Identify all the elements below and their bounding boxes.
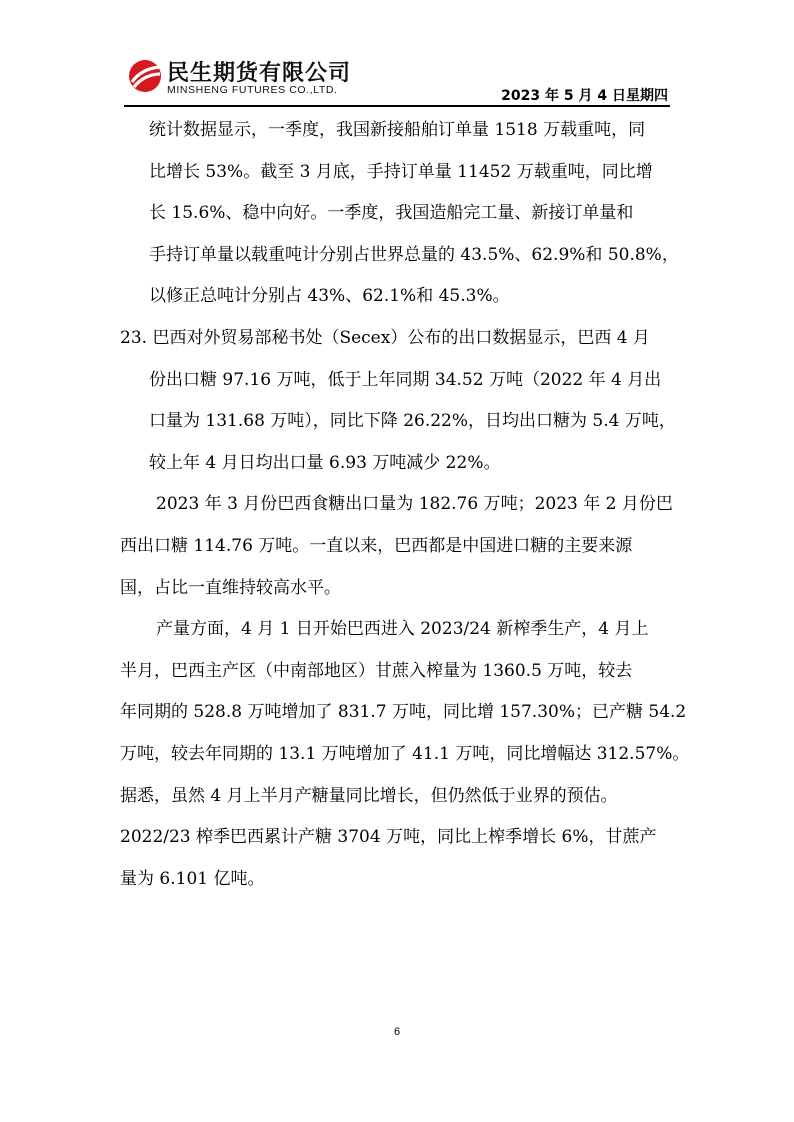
text-line: 量为 6.101 亿吨。	[120, 868, 265, 889]
text-line: 万吨，较去年同期的 13.1 万吨增加了 41.1 万吨，同比增幅达 312.57%。	[120, 743, 690, 764]
logo-mark-icon	[127, 58, 163, 94]
text-line: 2022/23 榨季巴西累计产糖 3704 万吨，同比上榨季增长 6%，甘蔗产	[120, 827, 657, 848]
paragraph-export	[120, 484, 678, 609]
page-number: 6	[393, 1026, 401, 1038]
text-line: 手持订单量以载重吨计分别占世界总量的 43.5%、62.9%和 50.8%，	[149, 244, 679, 265]
paragraph-shipbuilding	[120, 110, 678, 318]
text-line: 据悉，虽然 4 月上半月产糖量同比增长，但仍然低于业界的预估。	[120, 785, 618, 806]
text-line: 以修正总吨计分别占 43%、62.1%和 45.3%。	[149, 286, 510, 307]
text-line: 2023 年 3 月份巴西食糖出口量为 182.76 万吨；2023 年 2 月份巴	[156, 494, 673, 515]
company-name-cn: 民生期货有限公司	[167, 61, 352, 86]
text-line: 较上年 4 月日均出口量 6.93 万吨减少 22%。	[149, 452, 501, 473]
company-name-en: MINSHENG FUTURES CO.,LTD.	[167, 84, 338, 96]
text-line: 23. 巴西对外贸易部秘书处（Secex）公布的出口数据显示，巴西 4 月	[120, 327, 650, 348]
company-logo	[127, 56, 367, 100]
header-divider	[124, 105, 670, 107]
text-line: 产量方面，4 月 1 日开始巴西进入 2023/24 新榨季生产，4 月上	[156, 619, 649, 640]
text-line: 统计数据显示，一季度，我国新接船舶订单量 1518 万载重吨，同	[149, 120, 646, 140]
paragraph-production	[120, 609, 690, 900]
text-line: 西出口糖 114.76 万吨。一直以来，巴西都是中国进口糖的主要来源	[120, 535, 633, 556]
text-line: 口量为 131.68 万吨），同比下降 26.22%，日均出口糖为 5.4 万吨，	[149, 411, 676, 432]
text-line: 长 15.6%、稳中向好。一季度，我国造船完工量、新接订单量和	[149, 203, 634, 224]
text-line: 年同期的 528.8 万吨增加了 831.7 万吨，同比增 157.30%；已产糖 54.2	[120, 702, 687, 723]
text-line: 份出口糖 97.16 万吨，低于上年同期 34.52 万吨（2022 年 4 月出	[149, 369, 662, 390]
text-line: 国，占比一直维持较高水平。	[120, 577, 341, 598]
page-header	[0, 0, 794, 110]
list-item-23	[120, 318, 678, 484]
text-line: 比增长 53%。截至 3 月底，手持订单量 11452 万载重吨，同比增	[149, 161, 653, 182]
report-date: 2023 年 5 月 4 日星期四	[501, 88, 668, 104]
document-body	[120, 110, 690, 900]
text-line: 半月，巴西主产区（中南部地区）甘蔗入榨量为 1360.5 万吨，较去	[120, 660, 633, 681]
